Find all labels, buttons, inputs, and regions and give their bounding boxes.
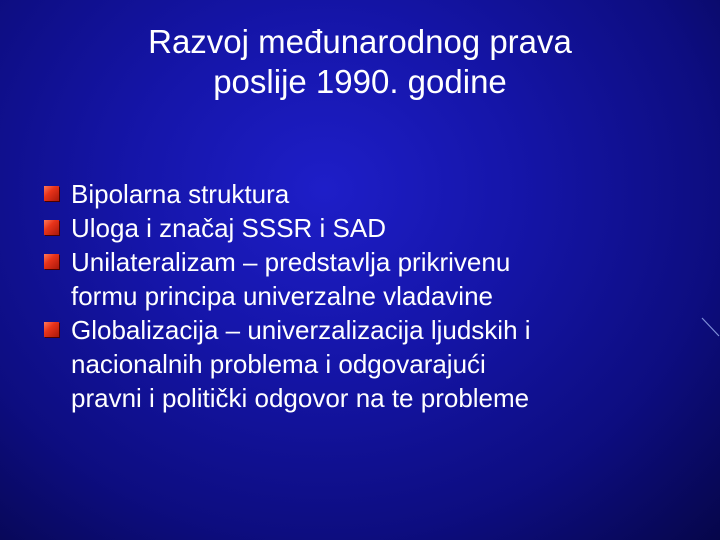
- slide-title-line-1: Razvoj međunarodnog prava: [148, 23, 572, 60]
- bullet-text: [71, 211, 684, 245]
- bullet-line: Bipolarna struktura: [71, 179, 290, 209]
- bullet-list: [44, 177, 684, 415]
- decorative-diagonal-line: [700, 316, 720, 338]
- square-bullet-icon: [44, 254, 59, 269]
- bullet-line: pravni i politički odgovor na te probleme: [71, 383, 530, 413]
- bullet-line: nacionalnih problema i odgovarajući: [71, 349, 486, 379]
- bullet-line: Globalizacija – univerzalizacija ljudskih i: [71, 315, 531, 345]
- slide-title: [40, 22, 680, 102]
- bullet-line: Uloga i značaj SSSR i SAD: [71, 213, 387, 243]
- bullet-text: [71, 177, 684, 211]
- bullet-text: [71, 245, 684, 313]
- bullet-text: [71, 313, 684, 415]
- square-bullet-icon: [44, 186, 59, 201]
- square-bullet-icon: [44, 322, 59, 337]
- bullet-item: [44, 211, 684, 245]
- square-bullet-icon: [44, 220, 59, 235]
- bullet-line: formu principa univerzalne vladavine: [71, 281, 494, 311]
- slide-title-line-2: poslije 1990. godine: [213, 63, 507, 100]
- bullet-item: [44, 313, 684, 415]
- bullet-line: Unilateralizam – predstavlja prikrivenu: [71, 247, 511, 277]
- bullet-item: [44, 245, 684, 313]
- bullet-item: [44, 177, 684, 211]
